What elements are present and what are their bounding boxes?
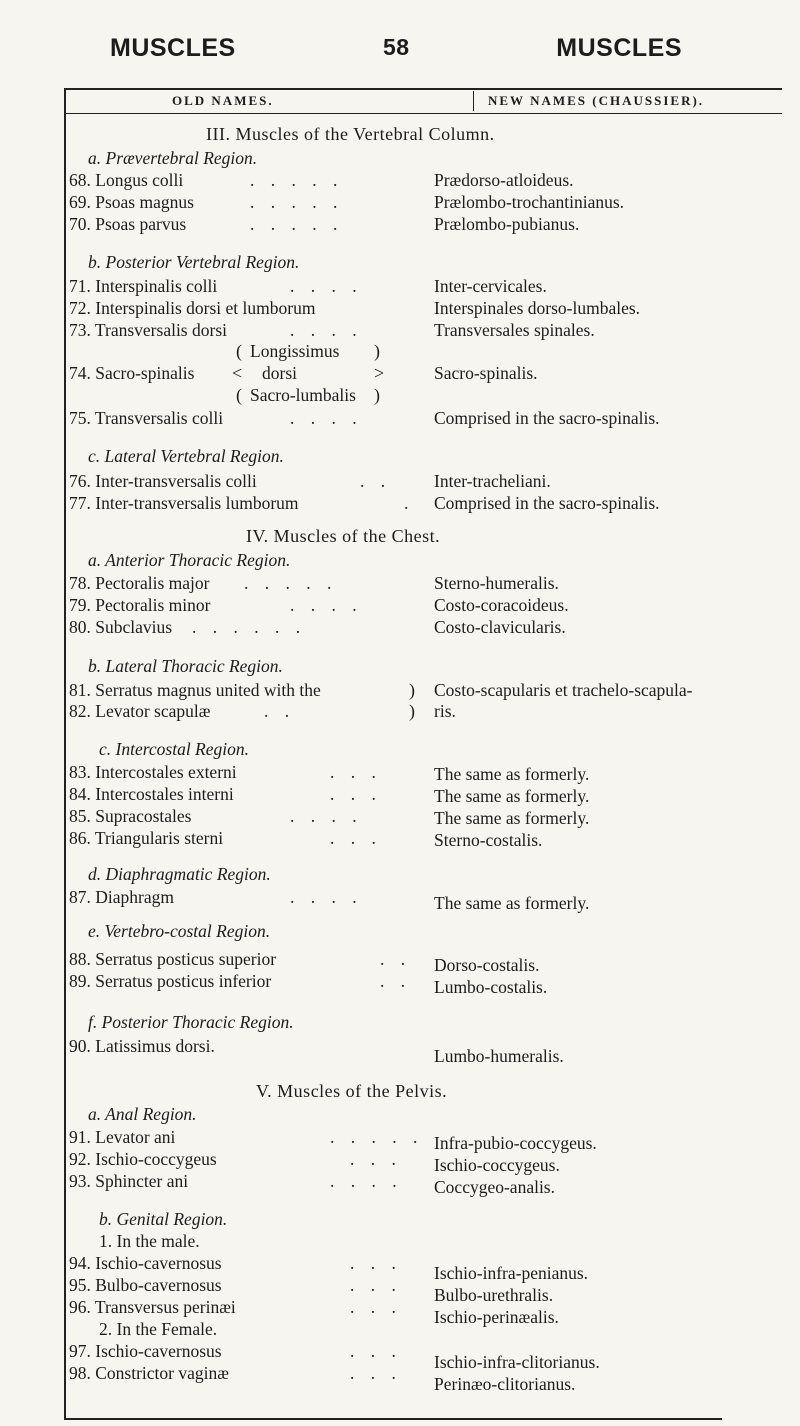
leader-dots: . . .	[350, 1341, 402, 1361]
leader-dots: . . .	[350, 1297, 402, 1317]
old-name: 95. Bulbo-cavernosus	[69, 1275, 222, 1295]
old-name: 93. Sphincter ani	[69, 1171, 189, 1191]
subsection-heading: e. Vertebro-costal Region.	[88, 921, 271, 941]
new-name: Dorso-costalis.	[434, 955, 540, 975]
leader-dots: . .	[380, 971, 412, 991]
new-name: Prælombo-pubianus.	[434, 214, 580, 234]
subsection-heading: f. Posterior Thoracic Region.	[88, 1012, 294, 1032]
new-name: Ischio-infra-penianus.	[434, 1263, 589, 1283]
leader-dots: .	[404, 493, 415, 513]
brace-left: <	[232, 363, 243, 383]
new-name: The same as formerly.	[434, 808, 590, 828]
new-name: The same as formerly.	[434, 786, 590, 806]
old-name: 68. Longus colli	[69, 170, 184, 190]
old-name: 91. Levator ani	[69, 1127, 176, 1147]
old-name: 83. Intercostales externi	[69, 762, 237, 782]
old-name: 89. Serratus posticus inferior	[69, 971, 272, 991]
new-name: Ischio-coccygeus.	[434, 1155, 560, 1175]
old-name: 90. Latissimus dorsi.	[69, 1036, 215, 1056]
leader-dots: . .	[360, 471, 392, 491]
subsection-heading: b. Genital Region.	[99, 1209, 228, 1229]
old-name: 78. Pectoralis major	[69, 573, 210, 593]
new-name: Comprised in the sacro-spinalis.	[434, 493, 660, 513]
new-name: Perinæo-clitorianus.	[434, 1374, 576, 1394]
page-number: 58	[383, 34, 410, 60]
new-name: Prædorso-atloideus.	[434, 170, 574, 190]
brace-right: >	[374, 363, 385, 383]
old-name: 87. Diaphragm	[69, 887, 174, 907]
old-name: 98. Constrictor vaginæ	[69, 1363, 229, 1383]
old-names-heading: OLD NAMES.	[172, 93, 274, 108]
leader-dots: . . .	[330, 762, 382, 782]
leader-dots: . . . .	[290, 595, 363, 615]
new-name: Sterno-costalis.	[434, 830, 543, 850]
new-names-heading: NEW NAMES (CHAUSSIER).	[488, 93, 705, 108]
subsection-heading: c. Lateral Vertebral Region.	[88, 446, 284, 466]
new-name: The same as formerly.	[434, 893, 590, 913]
old-name: 71. Interspinalis colli	[69, 276, 218, 296]
old-name: 86. Triangularis sterni	[69, 828, 224, 848]
old-name: 73. Transversalis dorsi	[69, 320, 227, 340]
leader-dots: . . .	[350, 1363, 402, 1383]
old-name: 85. Supracostales	[69, 806, 192, 826]
old-name: 81. Serratus magnus united with the	[69, 680, 321, 700]
leader-dots: . . .	[350, 1149, 402, 1169]
new-name: Transversales spinales.	[434, 320, 595, 340]
new-name: Inter-tracheliani.	[434, 471, 551, 491]
old-name-part: dorsi	[262, 363, 297, 383]
leader-dots: . . . .	[290, 408, 363, 428]
brace-right: )	[409, 701, 415, 721]
new-name: Inter-cervicales.	[434, 276, 547, 296]
leader-dots: . . . .	[290, 320, 363, 340]
new-name: Lumbo-costalis.	[434, 977, 548, 997]
old-name-part: Longissimus	[250, 341, 340, 361]
new-name: The same as formerly.	[434, 764, 590, 784]
new-name: Interspinales dorso-lumbales.	[434, 298, 641, 318]
old-name: 69. Psoas magnus	[69, 192, 194, 212]
leader-dots: . . .	[330, 828, 382, 848]
old-name-part: Sacro-lumbalis	[250, 385, 356, 405]
section-heading: III. Muscles of the Vertebral Column.	[206, 124, 495, 144]
new-name: Costo-scapularis et trachelo-scapula-	[434, 680, 693, 700]
new-name: Bulbo-urethralis.	[434, 1285, 554, 1305]
new-name: Costo-coracoideus.	[434, 595, 569, 615]
old-name: 84. Intercostales interni	[69, 784, 234, 804]
new-name: Sterno-humeralis.	[434, 573, 559, 593]
leader-dots: . . . .	[290, 276, 363, 296]
section-heading: V. Muscles of the Pelvis.	[256, 1081, 448, 1101]
old-name: 88. Serratus posticus superior	[69, 949, 277, 969]
leader-dots: . . . . . .	[192, 617, 307, 637]
old-name: 77. Inter-transversalis lumborum	[69, 493, 299, 513]
leader-dots: . . .	[330, 784, 382, 804]
section-heading: IV. Muscles of the Chest.	[246, 526, 441, 546]
leader-dots: . . . . .	[244, 573, 338, 593]
leader-dots: . . . . .	[250, 192, 344, 212]
leader-dots: . . . .	[330, 1171, 403, 1191]
leader-dots: . . .	[350, 1275, 402, 1295]
new-name: Lumbo-humeralis.	[434, 1046, 564, 1066]
subsection-heading: a. Anal Region.	[88, 1104, 197, 1124]
subsection-heading: c. Intercostal Region.	[99, 739, 250, 759]
leader-dots: . . .	[350, 1253, 402, 1273]
new-name: Costo-clavicularis.	[434, 617, 566, 637]
old-name: 74. Sacro-spinalis	[69, 363, 195, 383]
subsection-heading: b. Posterior Vertebral Region.	[88, 252, 300, 272]
running-head-left: MUSCLES	[110, 34, 236, 62]
running-head-right: MUSCLES	[556, 34, 682, 62]
old-name: 82. Levator scapulæ	[69, 701, 211, 721]
old-name: 75. Transversalis colli	[69, 408, 224, 428]
leader-dots: . . . .	[290, 806, 363, 826]
leader-dots: . . . . .	[250, 170, 344, 190]
subsection-heading: b. Lateral Thoracic Region.	[88, 656, 283, 676]
subsection-heading: 2. In the Female.	[99, 1319, 218, 1339]
brace-right: )	[409, 680, 415, 700]
brace-left: (	[236, 385, 242, 405]
old-name: 70. Psoas parvus	[69, 214, 187, 234]
old-name: 72. Interspinalis dorsi et lumborum	[69, 298, 316, 318]
old-name: 79. Pectoralis minor	[69, 595, 211, 615]
new-name: Coccygeo-analis.	[434, 1177, 555, 1197]
subsection-heading: 1. In the male.	[99, 1231, 200, 1251]
new-name: ris.	[434, 701, 456, 721]
leader-dots: . . . . .	[250, 214, 344, 234]
brace-right: )	[374, 341, 380, 361]
subsection-heading: a. Prævertebral Region.	[88, 148, 258, 168]
brace-left: (	[236, 341, 242, 361]
leader-dots: . . . . .	[330, 1127, 424, 1147]
leader-dots: . .	[264, 701, 296, 721]
subsection-heading: d. Diaphragmatic Region.	[88, 864, 271, 884]
brace-right: )	[374, 385, 380, 405]
old-name: 96. Transversus perinæi	[69, 1297, 236, 1317]
leader-dots: . .	[380, 949, 412, 969]
old-name: 80. Subclavius	[69, 617, 173, 637]
old-name: 94. Ischio-cavernosus	[69, 1253, 222, 1273]
new-name: Infra-pubio-coccygeus.	[434, 1133, 597, 1153]
new-name: Ischio-infra-clitorianus.	[434, 1352, 600, 1372]
new-name: Ischio-perinæalis.	[434, 1307, 559, 1327]
new-name: Comprised in the sacro-spinalis.	[434, 408, 660, 428]
new-name: Sacro-spinalis.	[434, 363, 538, 383]
new-name: Prælombo-trochantinianus.	[434, 192, 625, 212]
old-name: 76. Inter-transversalis colli	[69, 471, 257, 491]
leader-dots: . . . .	[290, 887, 363, 907]
old-name: 92. Ischio-coccygeus	[69, 1149, 217, 1169]
old-name: 97. Ischio-cavernosus	[69, 1341, 222, 1361]
subsection-heading: a. Anterior Thoracic Region.	[88, 550, 291, 570]
